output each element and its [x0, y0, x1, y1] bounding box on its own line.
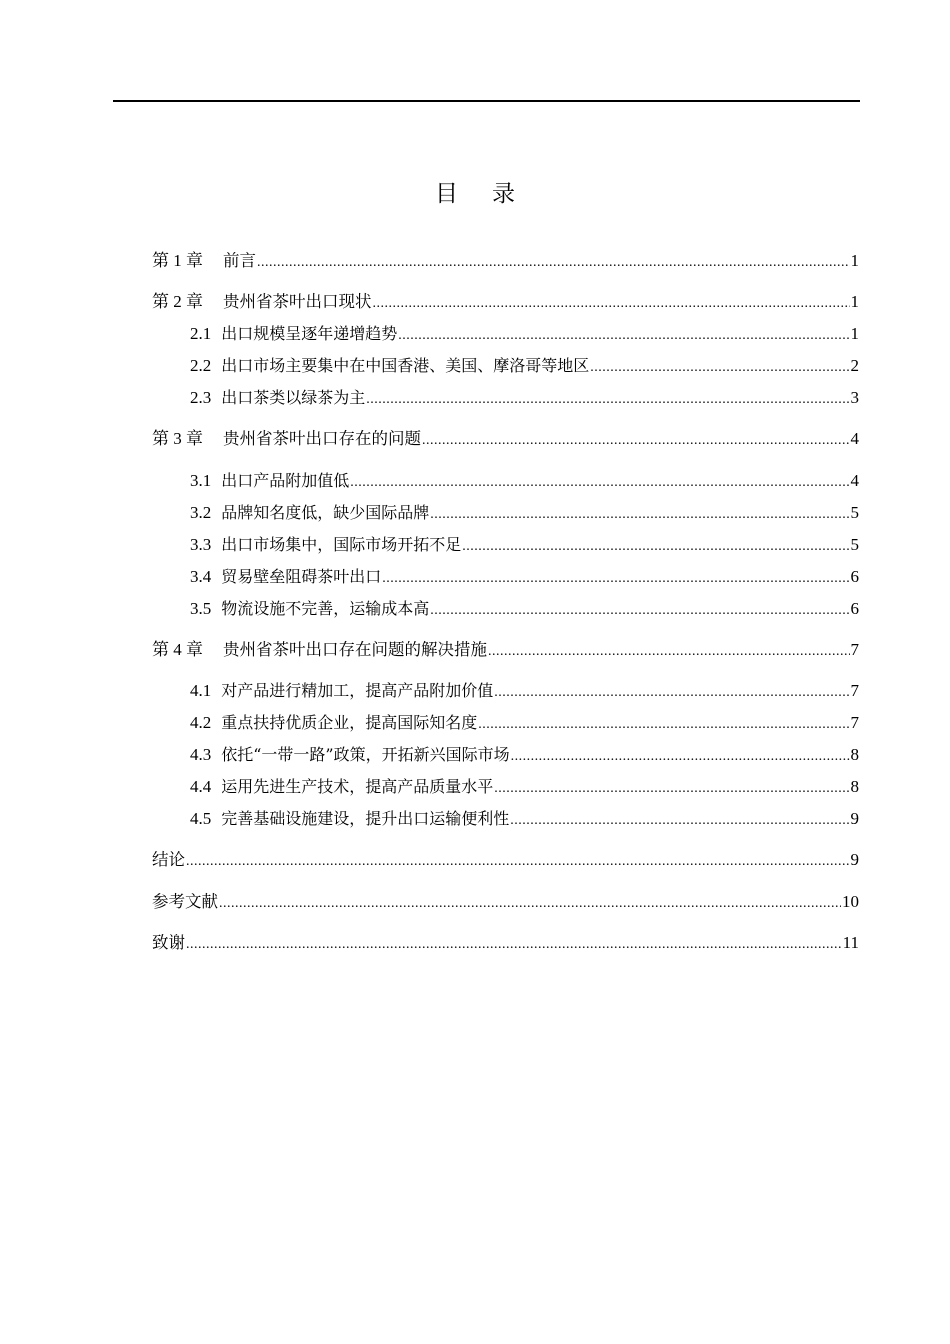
toc-section-entry[interactable] [190, 807, 859, 831]
dot-leader [510, 811, 849, 831]
toc-entry-page-number: 1 [850, 251, 859, 270]
toc-entry-page-number: 8 [850, 777, 859, 796]
toc-chapter-entry[interactable] [152, 890, 859, 914]
toc-entry-page-number: 7 [850, 640, 859, 659]
toc-entry-title: 出口规模呈逐年递增趋势 [221, 324, 398, 343]
toc-entry-page-number: 8 [850, 745, 859, 764]
dot-leader [398, 326, 849, 346]
toc-entry-number: 3.4 [190, 567, 212, 586]
dot-leader [382, 569, 849, 589]
toc-entry-number: 第 3 章 [152, 429, 203, 448]
toc-entry-page-number: 1 [850, 324, 859, 343]
toc-section-entry[interactable] [190, 775, 859, 799]
toc-entry-title: 参考文献 [152, 892, 218, 911]
dot-leader [488, 642, 850, 662]
header-rule [113, 100, 860, 102]
toc-entry-page-number: 9 [850, 850, 859, 869]
toc-entry-page-number: 5 [850, 503, 859, 522]
toc-chapter-entry[interactable] [152, 249, 859, 273]
dot-leader [430, 601, 849, 621]
toc-section-entry[interactable] [190, 501, 859, 525]
toc-entry-title: 出口产品附加值低 [221, 471, 350, 490]
toc-entry-title: 贵州省茶叶出口存在的问题 [223, 429, 421, 448]
toc-entry-page-number: 11 [842, 933, 859, 952]
toc-entry-title: 对产品进行精加工，提高产品附加价值 [221, 681, 494, 700]
toc-section-entry[interactable] [190, 743, 859, 767]
toc-entry-page-number: 6 [850, 599, 859, 618]
dot-leader [373, 294, 850, 314]
toc-entry-title: 前言 [223, 251, 256, 270]
toc-entry-page-number: 7 [850, 681, 859, 700]
toc-entry-title: 结论 [152, 850, 185, 869]
toc-entry-title: 贸易壁垒阻碍茶叶出口 [221, 567, 382, 586]
toc-entry-number: 4.1 [190, 681, 212, 700]
toc-entry-title: 重点扶持优质企业，提高国际知名度 [221, 713, 478, 732]
toc-entry-page-number: 6 [850, 567, 859, 586]
toc-entry-title: 完善基础设施建设，提升出口运输便利性 [221, 809, 510, 828]
toc-entry-number: 2.2 [190, 356, 212, 375]
toc-entry-number: 3.2 [190, 503, 212, 522]
dot-leader [257, 253, 850, 273]
toc-entry-title: 出口市场集中，国际市场开拓不足 [221, 535, 462, 554]
toc-entry-page-number: 9 [850, 809, 859, 828]
toc-section-entry[interactable] [190, 711, 859, 735]
dot-leader [494, 779, 849, 799]
toc-entry-title: 出口茶类以绿茶为主 [221, 388, 366, 407]
toc-entry-page-number: 4 [850, 471, 859, 490]
dot-leader [366, 390, 849, 410]
toc-entry-title: 致谢 [152, 933, 185, 952]
dot-leader [494, 683, 849, 703]
toc-entry-number: 2.1 [190, 324, 212, 343]
toc-entry-page-number: 3 [850, 388, 859, 407]
toc-entry-number: 4.3 [190, 745, 212, 764]
toc-section-entry[interactable] [190, 322, 859, 346]
dot-leader [186, 852, 850, 872]
toc-entry-title: 依托“一带一路”政策，开拓新兴国际市场 [221, 745, 510, 764]
toc-section-entry[interactable] [190, 469, 859, 493]
dot-leader [350, 473, 849, 493]
toc-entry-title: 贵州省茶叶出口存在问题的解决措施 [223, 640, 487, 659]
toc-section-entry[interactable] [190, 679, 859, 703]
toc-entry-number: 第 1 章 [152, 251, 203, 270]
toc-entry-page-number: 1 [850, 292, 859, 311]
toc-entry-number: 3.3 [190, 535, 212, 554]
toc-entry-page-number: 10 [842, 892, 859, 911]
dot-leader [462, 537, 849, 557]
toc-entry-title: 出口市场主要集中在中国香港、美国、摩洛哥等地区 [221, 356, 590, 375]
toc-section-entry[interactable] [190, 354, 859, 378]
toc-entry-title: 物流设施不完善，运输成本高 [221, 599, 430, 618]
dot-leader [186, 935, 842, 955]
page-title: 目录 [435, 181, 549, 207]
toc-entry-title: 品牌知名度低，缺少国际品牌 [221, 503, 430, 522]
toc-entry-number: 第 2 章 [152, 292, 203, 311]
toc-entry-number: 4.4 [190, 777, 212, 796]
toc-chapter-entry[interactable] [152, 848, 859, 872]
toc-entry-page-number: 5 [850, 535, 859, 554]
toc-section-entry[interactable] [190, 565, 859, 589]
dot-leader [590, 358, 849, 378]
dot-leader [219, 894, 841, 914]
toc-entry-number: 4.5 [190, 809, 212, 828]
toc-entry-title: 运用先进生产技术，提高产品质量水平 [221, 777, 494, 796]
toc-entry-number: 2.3 [190, 388, 212, 407]
dot-leader [430, 505, 849, 525]
toc-entry-number: 3.5 [190, 599, 212, 618]
toc-chapter-entry[interactable] [152, 427, 859, 451]
dot-leader [478, 715, 849, 735]
toc-entry-number: 第 4 章 [152, 640, 203, 659]
toc-section-entry[interactable] [190, 386, 859, 410]
toc-entry-page-number: 2 [850, 356, 859, 375]
toc-section-entry[interactable] [190, 597, 859, 621]
toc-entry-number: 3.1 [190, 471, 212, 490]
toc-chapter-entry[interactable] [152, 931, 859, 955]
toc-entry-page-number: 7 [850, 713, 859, 732]
dot-leader [422, 431, 850, 451]
toc-section-entry[interactable] [190, 533, 859, 557]
toc-chapter-entry[interactable] [152, 638, 859, 662]
toc-entry-page-number: 4 [850, 429, 859, 448]
toc-chapter-entry[interactable] [152, 290, 859, 314]
dot-leader [511, 747, 850, 767]
toc-entry-title: 贵州省茶叶出口现状 [223, 292, 372, 311]
toc-entry-number: 4.2 [190, 713, 212, 732]
